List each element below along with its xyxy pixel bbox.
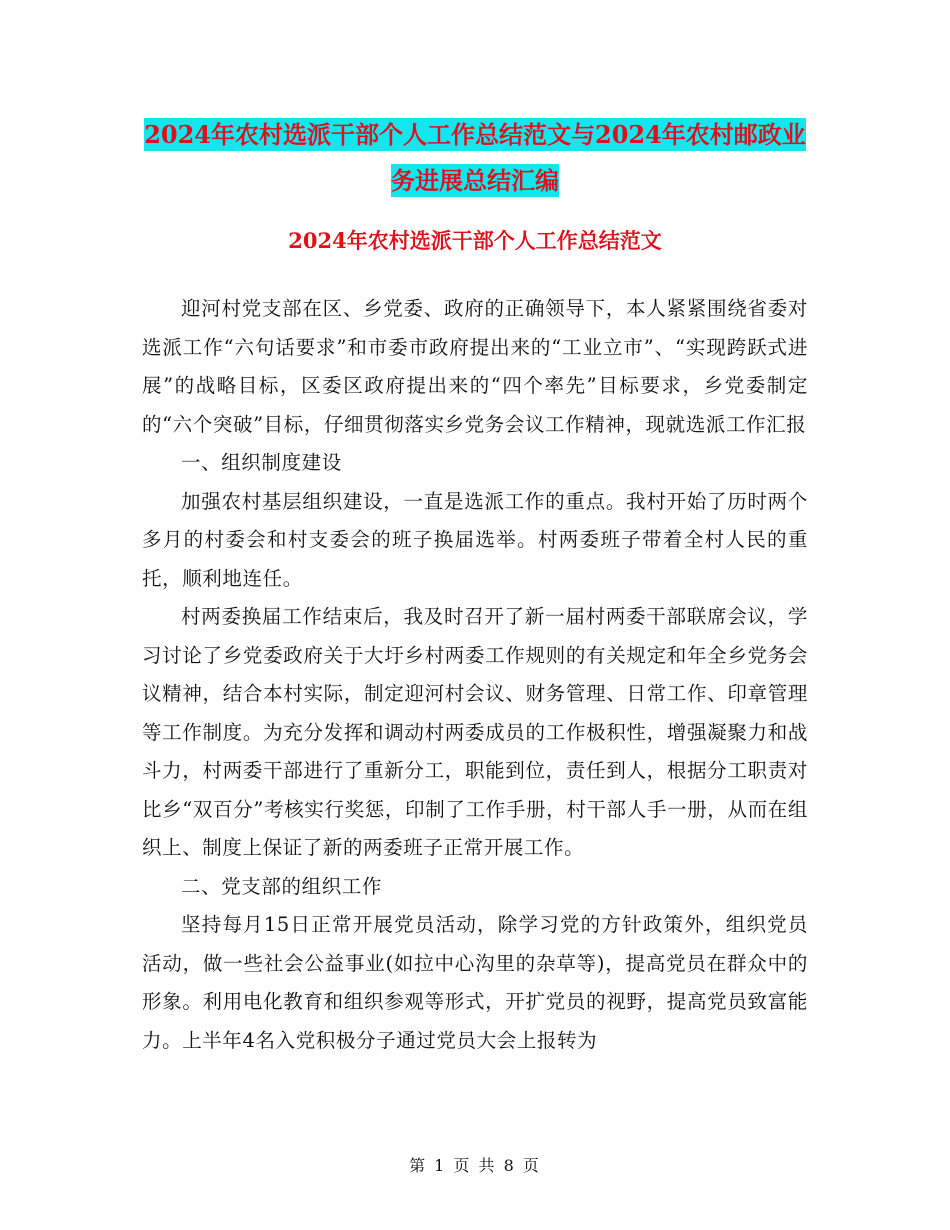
heading-party-branch-work: 二、党支部的组织工作 [181, 874, 383, 898]
document-title [140, 112, 810, 204]
page-footer: 第 1 页 共 8 页 [409, 1156, 541, 1175]
section-title: 2024年农村选派干部个人工作总结范文 [288, 228, 662, 253]
paragraph-committee-rules: 村两委换届工作结束后，我及时召开了新一届村两委干部联席会议，学习讨论了乡党委政府关于大圩乡村两委工作规则的有关规定和年全乡党务会议精神，结合本村实际，制定迎河村会议、财务管理、日常工作、印章管理等工作制度。为充分发挥和调动村两委成员的工作极积性，增强凝聚力和战斗力，村两委干部进行了重新分工，职能到位，责任到人，根据分工职责对比乡“双百分”考核实行奖惩，印制了工作手册，村干部人手一册，从而在组织上、制度上保证了新的两委班子正常开展工作。 [142, 605, 808, 859]
document-title-highlight: 2024年农村选派干部个人工作总结范文与2024年农村邮政业务进展总结汇编 [144, 120, 806, 195]
body-text [142, 290, 808, 1060]
paragraph-intro: 迎河村党支部在区、乡党委、政府的正确领导下，本人紧紧围绕省委对选派工作“六句话要求”和市委市政府提出来的“工业立市”、“实现跨跃式进展”的战略目标，区委区政府提出来的“四个率先”目标要求，乡党委制定的“六个突破”目标，仔细贯彻落实乡党务会议工作精神，现就选派工作汇报 [142, 297, 808, 436]
paragraph-party-activities: 坚持每月15日正常开展党员活动，除学习党的方针政策外，组织党员活动，做一些社会公益事业(如拉中心沟里的杂草等)，提高党员在群众中的形象。利用电化教育和组织参观等形式，开扩党员的视野，提高党员致富能力。上半年4名入党积极分子通过党员大会上报转为 [142, 913, 808, 1052]
heading-organization-system: 一、组织制度建设 [181, 451, 342, 474]
paragraph-organization-building: 加强农村基层组织建设，一直是选派工作的重点。我村开始了历时两个多月的村委会和村支委会的班子换届选举。村两委班子带着全村人民的重托，顺利地连任。 [142, 489, 808, 590]
